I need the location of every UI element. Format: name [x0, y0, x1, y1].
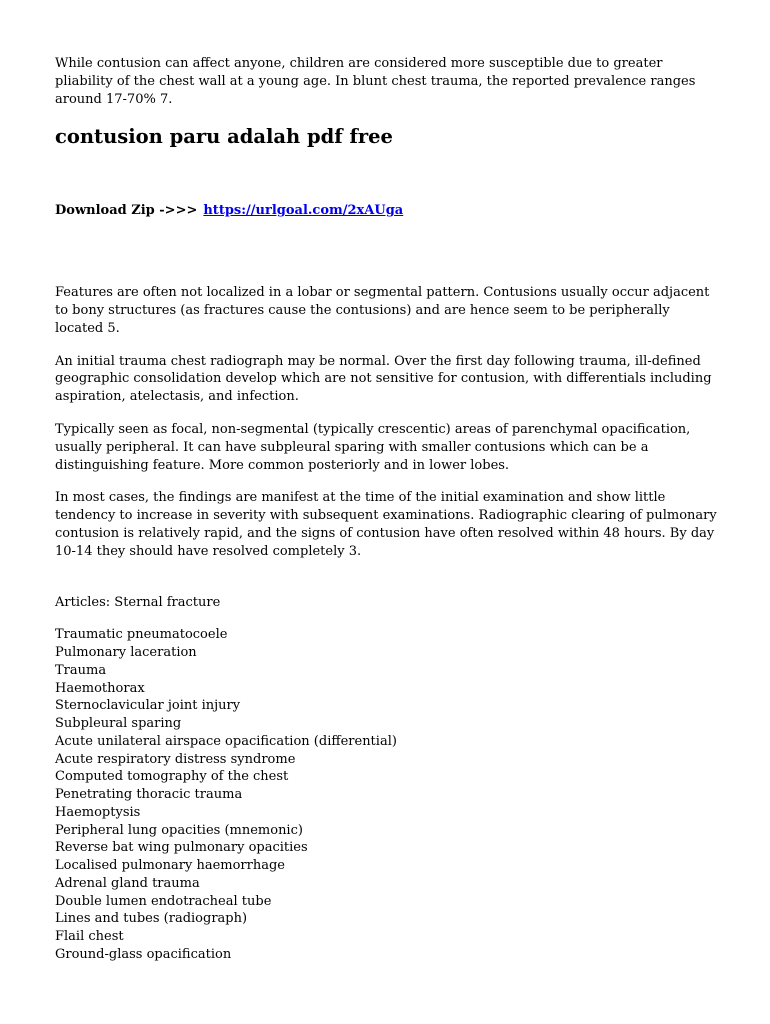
list-item: Penetrating thoracic trauma	[55, 787, 243, 803]
list-item: Acute unilateral airspace opacification (differential)	[55, 733, 397, 749]
download-label: Download Zip ->>>	[55, 203, 198, 219]
list-item: Haemoptysis	[55, 804, 141, 820]
intro-paragraph: While contusion can affect anyone, children are considered more susceptible due to greater pliability of the chest wall at a young age. In blunt chest trauma, the reported prevalence ranges around 17-70% 7.	[55, 56, 696, 107]
list-item: Lines and tubes (radiograph)	[55, 911, 248, 927]
list-item: Haemothorax	[55, 680, 145, 696]
list-item: Localised pulmonary haemorrhage	[55, 858, 285, 874]
list-item: Reverse bat wing pulmonary opacities	[55, 840, 308, 856]
list-item: Traumatic pneumatocoele	[55, 627, 228, 643]
paragraph-typical-appearance: Typically seen as focal, non-segmental (typically crescentic) areas of parenchymal opacification, usually peripheral. It can have subpleural sparing with smaller contusions which can be a distinguishing feature. More common posteriorly and in lower lobes.	[55, 421, 691, 473]
list-item: Subpleural sparing	[55, 716, 182, 732]
list-item: Adrenal gland trauma	[55, 875, 200, 891]
list-item: Trauma	[55, 662, 107, 678]
paragraph-course: In most cases, the findings are manifest at the time of the initial examination and show little tendency to increase in severity with subsequent examinations. Radiographic clearing of pulmonary contusion is relatively rapid, and the signs of contusion have often resolved within 48 hours. By day 10-14 they should have resolved completely 3.	[55, 490, 717, 559]
download-line	[55, 202, 720, 220]
list-item: Ground-glass opacification	[55, 946, 232, 962]
document-page	[55, 55, 720, 980]
paragraph-features: Features are often not localized in a lobar or segmental pattern. Contusions usually occur adjacent to bony structures (as fractures cause the contusions) and are hence seem to be peripherally located 5.	[55, 285, 710, 336]
list-item: Double lumen endotracheal tube	[55, 893, 272, 909]
list-item: Flail chest	[55, 929, 124, 945]
paragraph-radiograph: An initial trauma chest radiograph may be normal. Over the first day following trauma, ill-defined geographic consolidation develop which are not sensitive for contusion, with differentials including aspiration, atelectasis, and infection.	[55, 353, 712, 405]
page-title: contusion paru adalah pdf free	[55, 125, 393, 149]
list-item: Acute respiratory distress syndrome	[55, 751, 296, 767]
download-link[interactable]: https://urlgoal.com/2xAUga	[203, 203, 404, 219]
list-item: Computed tomography of the chest	[55, 769, 289, 785]
list-item: Pulmonary laceration	[55, 645, 197, 661]
articles-line: Articles: Sternal fracture	[55, 594, 221, 610]
related-articles-list	[55, 626, 720, 963]
list-item: Peripheral lung opacities (mnemonic)	[55, 822, 303, 838]
list-item: Sternoclavicular joint injury	[55, 698, 241, 714]
